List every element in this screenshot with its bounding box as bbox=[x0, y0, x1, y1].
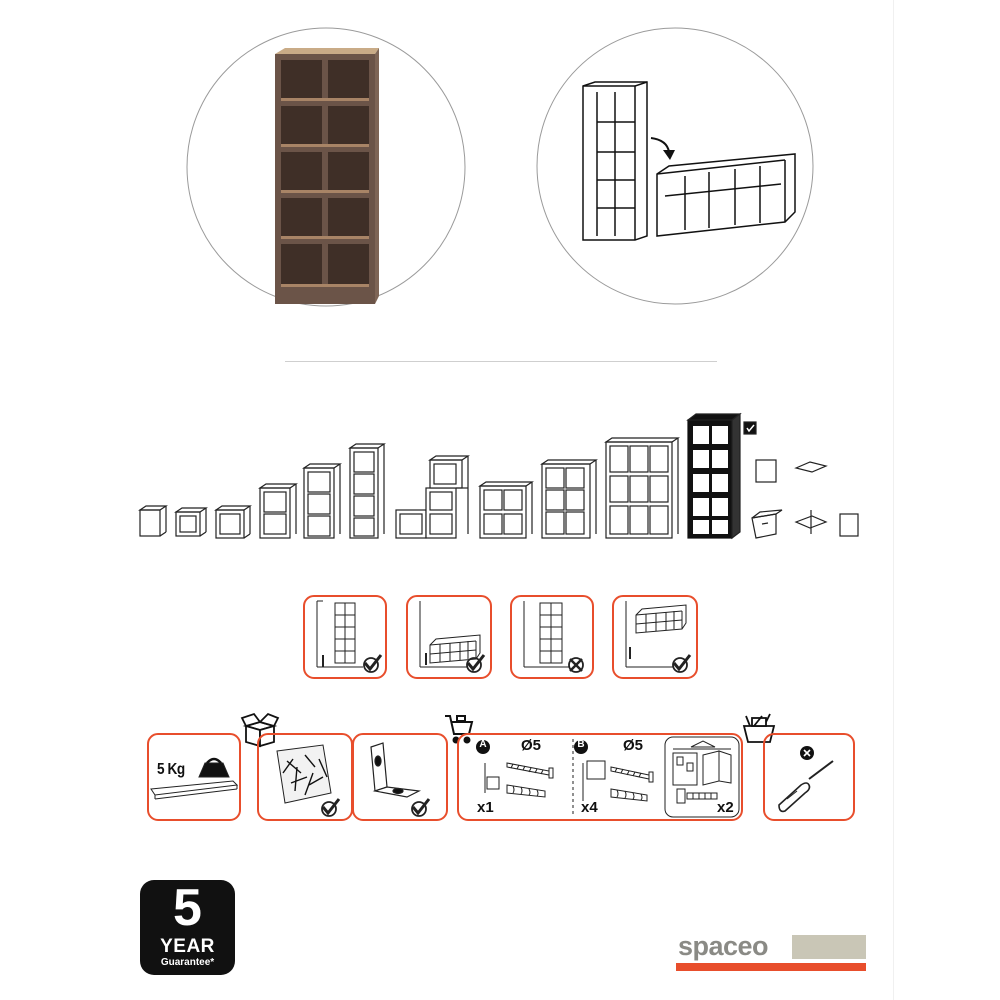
contents-panel bbox=[257, 733, 449, 821]
mounting-option-2 bbox=[406, 595, 492, 679]
range-2x1 bbox=[260, 484, 296, 538]
fixing-a-count: x1 bbox=[477, 799, 494, 816]
cross-circle-icon bbox=[800, 746, 814, 760]
horizontal-unit-drawing bbox=[657, 154, 795, 236]
mounting-option-3 bbox=[510, 595, 594, 679]
range-highlighted-5x2 bbox=[688, 414, 740, 538]
selected-check-icon bbox=[744, 422, 756, 434]
fixing-a-letter: A bbox=[479, 739, 487, 750]
range-2x2 bbox=[480, 482, 532, 538]
screwdriver-icon bbox=[779, 761, 833, 811]
accessory-shelf bbox=[796, 462, 826, 472]
range-cube-1 bbox=[140, 506, 166, 536]
range-3x1 bbox=[304, 464, 340, 538]
tools-panel bbox=[763, 733, 855, 821]
mounting-option-1 bbox=[303, 595, 387, 679]
brand-logo bbox=[676, 931, 866, 973]
accessory-divider bbox=[796, 510, 826, 534]
brand-name: spaceo bbox=[678, 931, 769, 961]
orientation-circle bbox=[535, 26, 815, 306]
fixing-b-diameter: Ø5 bbox=[623, 737, 644, 754]
range-3x2 bbox=[542, 460, 596, 538]
accessory-drawer bbox=[752, 510, 782, 538]
load-capacity-panel bbox=[147, 733, 241, 821]
ok-check-icon bbox=[364, 655, 381, 672]
range-cube-3 bbox=[216, 506, 250, 538]
section-divider bbox=[285, 361, 717, 362]
vertical-unit-drawing bbox=[583, 82, 647, 240]
brand-bar-gray bbox=[792, 935, 866, 959]
range-4x1 bbox=[350, 444, 384, 538]
ok-check-icon bbox=[673, 655, 690, 672]
range-cube-2 bbox=[176, 508, 206, 536]
not-ok-cross-icon bbox=[569, 658, 583, 672]
wall-plug-icon bbox=[611, 789, 647, 801]
guarantee-label: Guarantee* bbox=[160, 957, 215, 968]
guarantee-number: 5 bbox=[173, 879, 202, 937]
protective-wrap-icon bbox=[277, 745, 331, 803]
load-capacity-label: 5 Kg bbox=[157, 761, 185, 778]
screw-icon bbox=[507, 763, 553, 778]
product-range-row bbox=[130, 410, 870, 550]
fixing-a-diameter: Ø5 bbox=[521, 737, 542, 754]
guarantee-unit: YEAR bbox=[160, 936, 215, 957]
bookcase-photo bbox=[275, 48, 379, 304]
guarantee-badge bbox=[140, 880, 235, 975]
fixing-c-count: x2 bbox=[717, 799, 734, 816]
range-3x3 bbox=[606, 438, 678, 538]
accessory-panel bbox=[840, 514, 858, 536]
screw-icon bbox=[611, 767, 653, 782]
ok-check-icon bbox=[412, 799, 429, 816]
wall-plug-icon bbox=[507, 785, 545, 797]
accessory-door bbox=[756, 460, 776, 482]
weight-icon bbox=[199, 759, 229, 777]
product-photo-circle bbox=[185, 26, 467, 308]
range-stairs bbox=[396, 456, 468, 538]
fixings-panel bbox=[457, 733, 743, 821]
angle-bracket-icon bbox=[371, 743, 419, 797]
ok-check-icon bbox=[322, 799, 339, 816]
fixing-b-count: x4 bbox=[581, 799, 598, 816]
brand-bar-red bbox=[676, 963, 866, 971]
mounting-option-4 bbox=[612, 595, 698, 679]
fixing-b-letter: B bbox=[577, 739, 585, 750]
page-edge bbox=[893, 0, 894, 1000]
